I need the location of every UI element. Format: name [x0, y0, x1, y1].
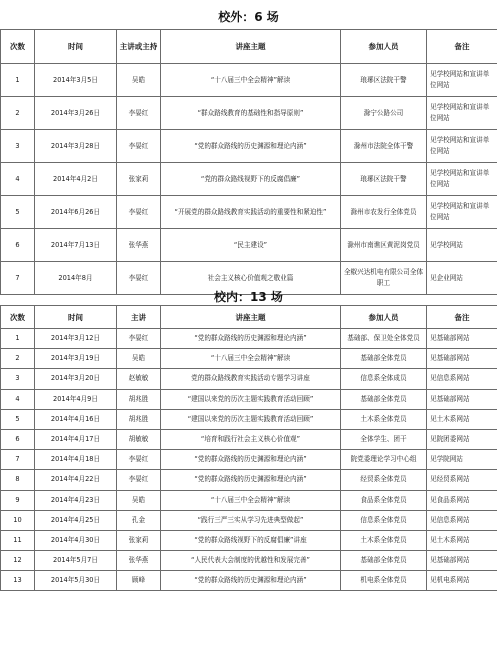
- row-speaker: 李晏红: [117, 130, 161, 163]
- row-topic: “党的群众路线的历史渊源和理论内涵”: [161, 450, 341, 470]
- section-inside-title: 校内：13 场: [214, 290, 283, 304]
- row-topic: 党的群众路线教育实践活动专题学习讲座: [161, 369, 341, 389]
- table-row: [1, 530, 497, 550]
- row-topic: “党的群众路线视野下的反腐倡廉”: [161, 163, 341, 196]
- row-note: 见基础部网站: [427, 389, 497, 409]
- row-date: 2014年4月23日: [35, 490, 117, 510]
- row-number: 2: [1, 97, 35, 130]
- row-speaker: 李晏红: [117, 329, 161, 349]
- row-audience: 基础部全体党员: [341, 389, 427, 409]
- table-row: [1, 470, 497, 490]
- row-audience: 信息系全体党员: [341, 510, 427, 530]
- row-date: 2014年4月22日: [35, 470, 117, 490]
- row-number: 10: [1, 510, 35, 530]
- row-audience: 食品系全体党员: [341, 490, 427, 510]
- header-note: 备注: [427, 306, 497, 329]
- header-time: 时间: [35, 30, 117, 64]
- row-topic: “培育和践行社会主义核心价值观”: [161, 429, 341, 449]
- row-date: 2014年4月17日: [35, 429, 117, 449]
- row-note: 见学校网站和宣讲单位网站: [427, 97, 497, 130]
- table-row: [1, 409, 497, 429]
- row-date: 2014年4月18日: [35, 450, 117, 470]
- row-speaker: 李晏红: [117, 470, 161, 490]
- row-note: 见土木系网站: [427, 409, 497, 429]
- outside-lectures-table: [0, 29, 497, 295]
- header-time: 时间: [35, 306, 117, 329]
- table-row: [1, 196, 497, 229]
- row-speaker: 胡兆胜: [117, 389, 161, 409]
- row-audience: 信息系全体成员: [341, 369, 427, 389]
- row-audience: 全体学生、团干: [341, 429, 427, 449]
- row-topic: “群众路线教育的基础性和指导原则”: [161, 97, 341, 130]
- table-row: [1, 329, 497, 349]
- row-date: 2014年4月9日: [35, 389, 117, 409]
- row-note: 见信息系网站: [427, 369, 497, 389]
- row-note: 见学校网站: [427, 229, 497, 262]
- row-audience: 滁宁公路公司: [341, 97, 427, 130]
- header-speaker: 主讲或主持: [117, 30, 161, 64]
- row-date: 2014年7月13日: [35, 229, 117, 262]
- table-row: [1, 163, 497, 196]
- row-speaker: 李晏红: [117, 262, 161, 295]
- row-number: 5: [1, 409, 35, 429]
- row-date: 2014年3月19日: [35, 349, 117, 369]
- header-audience: 参加人员: [341, 30, 427, 64]
- row-number: 13: [1, 571, 35, 591]
- row-note: 见学校网站和宣讲单位网站: [427, 130, 497, 163]
- row-speaker: 李晏红: [117, 450, 161, 470]
- row-audience: 院党委理论学习中心组: [341, 450, 427, 470]
- header-topic: 讲座主题: [161, 30, 341, 64]
- row-topic: “十八届三中全会精神”解读: [161, 64, 341, 97]
- row-note: 见基础部网站: [427, 551, 497, 571]
- row-topic: 社会主义核心价值观之敬业篇: [161, 262, 341, 295]
- table-row: [1, 229, 497, 262]
- row-note: 见食品系网站: [427, 490, 497, 510]
- row-number: 7: [1, 262, 35, 295]
- row-date: 2014年3月26日: [35, 97, 117, 130]
- row-note: 见经贸系网站: [427, 470, 497, 490]
- row-topic: “十八届三中全会精神”解读: [161, 490, 341, 510]
- row-number: 6: [1, 429, 35, 449]
- row-audience: 滁州市南谯区黄泥岗党员: [341, 229, 427, 262]
- row-date: 2014年5月30日: [35, 571, 117, 591]
- row-audience: 机电系全体党员: [341, 571, 427, 591]
- row-audience: 滁州市农发行全体党员: [341, 196, 427, 229]
- row-audience: 滁州市法院全体干警: [341, 130, 427, 163]
- row-number: 12: [1, 551, 35, 571]
- row-number: 2: [1, 349, 35, 369]
- header-count: 次数: [1, 306, 35, 329]
- table-row: [1, 571, 497, 591]
- row-number: 11: [1, 530, 35, 550]
- inside-lectures-table: [0, 305, 497, 591]
- row-note: 见院团委网站: [427, 429, 497, 449]
- row-note: 见学校网站和宣讲单位网站: [427, 64, 497, 97]
- row-date: 2014年6月26日: [35, 196, 117, 229]
- row-note: 见企业网站: [427, 262, 497, 295]
- row-speaker: 李晏红: [117, 196, 161, 229]
- row-date: 2014年8月: [35, 262, 117, 295]
- row-note: 见信息系网站: [427, 510, 497, 530]
- row-note: 见土木系网站: [427, 530, 497, 550]
- row-speaker: 张华燕: [117, 229, 161, 262]
- row-audience: 琅琊区法院干警: [341, 64, 427, 97]
- row-date: 2014年3月5日: [35, 64, 117, 97]
- row-number: 3: [1, 130, 35, 163]
- row-number: 6: [1, 229, 35, 262]
- section-outside-title: 校外：6 场: [218, 10, 279, 24]
- row-number: 4: [1, 163, 35, 196]
- row-topic: “党的群众路线的历史渊源和理论内涵”: [161, 329, 341, 349]
- table-header-row: [1, 306, 497, 329]
- table-row: [1, 510, 497, 530]
- row-audience: 基础部、保卫处全体党员: [341, 329, 427, 349]
- row-audience: 土木系全体党员: [341, 409, 427, 429]
- row-date: 2014年4月25日: [35, 510, 117, 530]
- table-row: [1, 389, 497, 409]
- table-row: [1, 450, 497, 470]
- row-topic: “建国以来党的历次主题实践教育活动回顾”: [161, 409, 341, 429]
- header-speaker: 主讲: [117, 306, 161, 329]
- row-number: 9: [1, 490, 35, 510]
- row-audience: 经贸系全体党员: [341, 470, 427, 490]
- row-note: 见学校网站和宣讲单位网站: [427, 196, 497, 229]
- table-row: [1, 97, 497, 130]
- row-note: 见学院网站: [427, 450, 497, 470]
- row-topic: “党的群众路线的历史渊源和理论内涵”: [161, 470, 341, 490]
- row-note: 见机电系网站: [427, 571, 497, 591]
- row-date: 2014年3月20日: [35, 369, 117, 389]
- row-topic: “人民代表大会制度的优越性和发展完善”: [161, 551, 341, 571]
- row-date: 2014年5月7日: [35, 551, 117, 571]
- row-speaker: 李晏红: [117, 97, 161, 130]
- row-topic: “建国以来党的历次主题实践教育活动回顾”: [161, 389, 341, 409]
- row-number: 8: [1, 470, 35, 490]
- header-count: 次数: [1, 30, 35, 64]
- table-row: [1, 490, 497, 510]
- table-row: [1, 64, 497, 97]
- table-row: [1, 369, 497, 389]
- row-speaker: 孔金: [117, 510, 161, 530]
- row-topic: “党的群众路线视野下的反腐倡廉”讲座: [161, 530, 341, 550]
- row-date: 2014年4月16日: [35, 409, 117, 429]
- row-topic: “十八届三中全会精神”解读: [161, 349, 341, 369]
- row-note: 见学校网站和宣讲单位网站: [427, 163, 497, 196]
- row-speaker: 赵敏敏: [117, 369, 161, 389]
- row-audience: 琅琊区法院干警: [341, 163, 427, 196]
- row-date: 2014年3月12日: [35, 329, 117, 349]
- row-note: 见基础部网站: [427, 329, 497, 349]
- row-topic: “党的群众路线的历史渊源和理论内涵”: [161, 571, 341, 591]
- row-date: 2014年4月2日: [35, 163, 117, 196]
- row-speaker: 张华燕: [117, 551, 161, 571]
- row-audience: 全椒兴达机电有限公司全体职工: [341, 262, 427, 295]
- row-speaker: 胡兆胜: [117, 409, 161, 429]
- row-topic: “党的群众路线的历史渊源和理论内涵”: [161, 130, 341, 163]
- row-number: 7: [1, 450, 35, 470]
- row-number: 3: [1, 369, 35, 389]
- table-row: [1, 551, 497, 571]
- row-speaker: 胡敏敏: [117, 429, 161, 449]
- row-audience: 基础部全体党员: [341, 551, 427, 571]
- row-topic: “践行三严三实从学习先进典型做起”: [161, 510, 341, 530]
- table-row: [1, 429, 497, 449]
- row-audience: 基础部全体党员: [341, 349, 427, 369]
- row-speaker: 吴皓: [117, 490, 161, 510]
- row-speaker: 顾峰: [117, 571, 161, 591]
- header-topic: 讲座主题: [161, 306, 341, 329]
- header-audience: 参加人员: [341, 306, 427, 329]
- row-audience: 土木系全体党员: [341, 530, 427, 550]
- row-number: 1: [1, 329, 35, 349]
- row-speaker: 吴皓: [117, 349, 161, 369]
- row-date: 2014年4月30日: [35, 530, 117, 550]
- row-topic: “民主建设”: [161, 229, 341, 262]
- row-speaker: 吴皓: [117, 64, 161, 97]
- row-number: 1: [1, 64, 35, 97]
- row-number: 4: [1, 389, 35, 409]
- header-note: 备注: [427, 30, 497, 64]
- row-topic: “开展党的群众路线教育实践活动的重要性和紧迫性”: [161, 196, 341, 229]
- row-number: 5: [1, 196, 35, 229]
- row-speaker: 张家莉: [117, 530, 161, 550]
- table-row: [1, 130, 497, 163]
- table-row: [1, 349, 497, 369]
- row-date: 2014年3月28日: [35, 130, 117, 163]
- row-note: 见基础部网站: [427, 349, 497, 369]
- table-header-row: [1, 30, 497, 64]
- row-speaker: 张家莉: [117, 163, 161, 196]
